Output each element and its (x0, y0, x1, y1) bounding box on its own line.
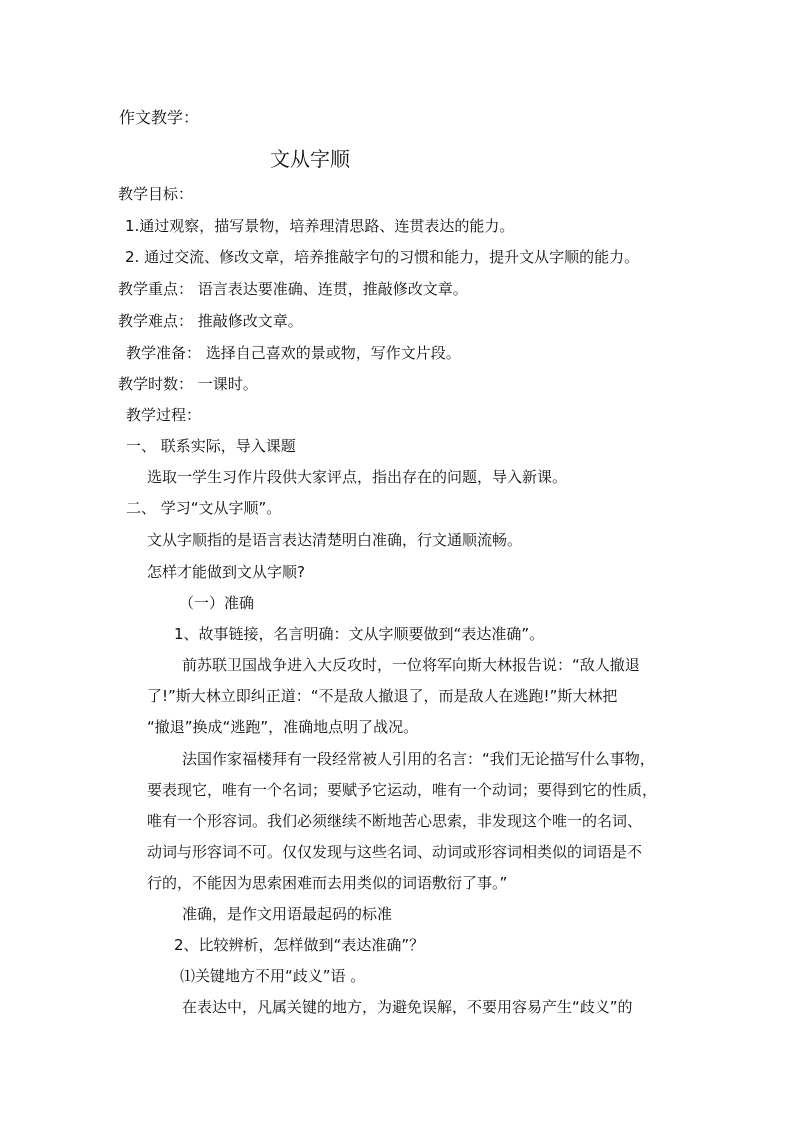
objective-2: 2. 通过交流、修改文章，培养推敲字句的习惯和能力，提升文从字顺的能力。 (125, 248, 640, 266)
last-line: 在表达中，凡属关键的地方，为避免误解，不要用容易产生“歧义”的 (182, 998, 633, 1016)
story-2-line-1: 法国作家福楼拜有一段经常被人引用的名言：“我们无论描写什么事物， (182, 750, 655, 768)
document-header: 作文教学： (119, 108, 200, 127)
key-point: 教学重点： 语言表达要准确、连贯，推敲修改文章。 (118, 280, 468, 298)
story-1-line-3: “撤退”换成“逃跑”，准确地点明了战况。 (147, 718, 419, 736)
point-2: 2、比较辨析，怎样做到“表达准确”？ (174, 936, 425, 954)
difficulty: 教学难点： 推敲修改文章。 (118, 312, 303, 330)
item-1: ⑴关键地方不用“歧义”语 。 (180, 967, 366, 985)
story-2-line-5: 行的，不能因为思索困难而去用类似的词语敷衍了事。” (147, 874, 508, 892)
story-2-line-2: 要表现它，唯有一个名词；要赋予它运动，唯有一个动词；要得到它的性质， (147, 781, 658, 799)
question: 怎样才能做到文从字顺? (147, 563, 305, 581)
story-1-line-1: 前苏联卫国战争进入大反攻时，一位将军向斯大林报告说：“敌人撤退 (182, 656, 640, 674)
process-label: 教学过程： (126, 406, 202, 424)
section-2-title: 二、 学习“文从字顺”。 (126, 499, 282, 517)
sub-section-accuracy: （一）准确 (179, 594, 255, 612)
preparation: 教学准备： 选择自己喜欢的景或物，写作文片段。 (126, 344, 461, 362)
standard: 准确，是作文用语最起码的标准 (182, 905, 393, 923)
definition: 文从字顺指的是语言表达清楚明白准确，行文通顺流畅。 (147, 531, 523, 549)
story-2-line-3: 唯有一个形容词。我们必须继续不断地苦心思索，非发现这个唯一的名词、 (147, 812, 643, 830)
section-1-title: 一、 联系实际，导入课题 (126, 437, 296, 455)
story-1-line-2: 了!”斯大林立即纠正道：“不是敌人撤退了，而是敌人在逃跑!”斯大林把 (147, 687, 618, 705)
objectives-label: 教学目标： (118, 185, 194, 203)
point-1: 1、故事链接，名言明确：文从字顺要做到“表达准确”。 (174, 625, 545, 643)
objective-1: 1.通过观察，描写景物，培养理清思路、连贯表达的能力。 (125, 217, 515, 235)
story-2-line-4: 动词与形容词不可。仅仅发现与这些名词、动词或形容词相类似的词语是不 (147, 843, 643, 861)
document-title: 文从字顺 (270, 147, 350, 171)
hours: 教学时数： 一课时。 (118, 375, 258, 393)
section-1-text: 选取一学生习作片段供大家评点，指出存在的问题，导入新课。 (147, 468, 568, 486)
